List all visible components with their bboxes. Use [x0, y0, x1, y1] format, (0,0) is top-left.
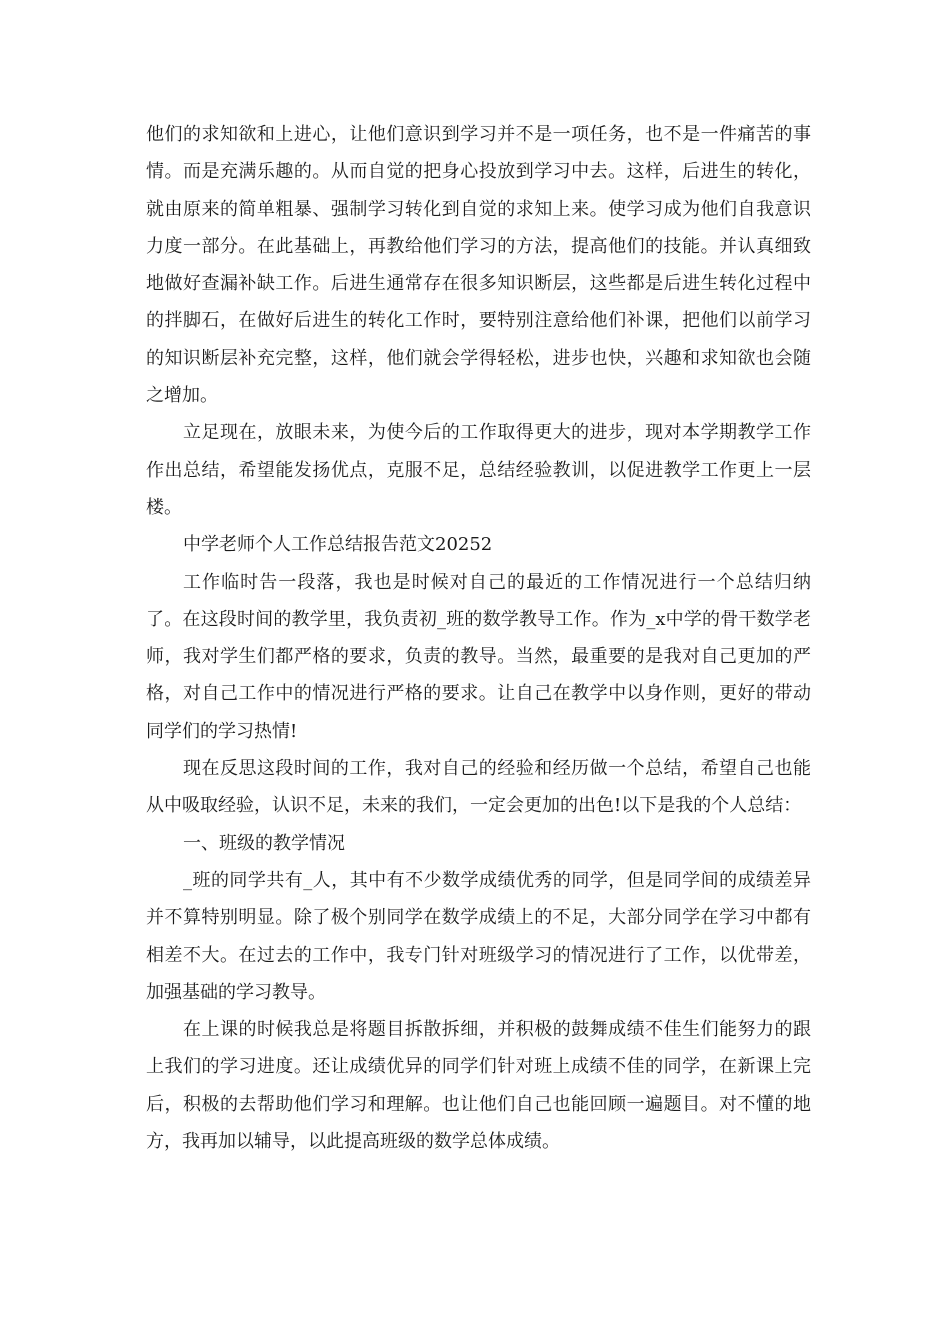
- paragraph-6: 在上课的时候我总是将题目拆散拆细，并积极的鼓舞成绩不佳生们能努力的跟上我们的学习进度。还让成绩优异的同学们针对班上成绩不佳的同学，在新课上完后，积极的去帮助他们学习和理解。也让他们自己也能回顾一遍题目。对不懂的地方，我再加以辅导，以此提高班级的数学总体成绩。: [146, 1019, 811, 1153]
- section-title: 中学老师个人工作总结报告范文20252: [183, 534, 493, 556]
- paragraph-1: 他们的求知欲和上进心，让他们意识到学习并不是一项任务，也不是一件痛苦的事情。而是充满乐趣的。从而自觉的把身心投放到学习中去。这样，后进生的转化，就由原来的简单粗暴、强制学习转化到自觉的求知上来。使学习成为他们自我意识力度一部分。在此基础上，再教给他们学习的方法，提高他们的技能。并认真细致地做好查漏补缺工作。后进生通常存在很多知识断层，这些都是后进生转化过程中的拌脚石，在做好后进生的转化工作时，要特别注意给他们补课，把他们以前学习的知识断层补充完整，这样，他们就会学得轻松，进步也快，兴趣和求知欲也会随之增加。: [146, 124, 811, 407]
- paragraph-4: 现在反思这段时间的工作，我对自己的经验和经历做一个总结，希望自己也能从中吸取经验，认识不足，未来的我们，一定会更加的出色!以下是我的个人总结：: [146, 758, 811, 817]
- document-body: [146, 116, 811, 1160]
- paragraph-5: _班的同学共有_人，其中有不少数学成绩优秀的同学，但是同学间的成绩差异并不算特别明显。除了极个别同学在数学成绩上的不足，大部分同学在学习中都有相差不大。在过去的工作中，我专门针对班级学习的情况进行了工作，以优带差，加强基础的学习教导。: [146, 869, 811, 1003]
- paragraph-3: 工作临时告一段落，我也是时候对自己的最近的工作情况进行一个总结归纳了。在这段时间的教学里，我负责初_班的数学教导工作。作为_x中学的骨干数学老师，我对学生们都严格的要求，负责的教导。当然，最重要的是我对自己更加的严格，对自己工作中的情况进行严格的要求。让自己在教学中以身作则，更好的带动同学们的学习热情!: [146, 571, 811, 742]
- paragraph-2: 立足现在，放眼未来，为使今后的工作取得更大的进步，现对本学期教学工作作出总结，希望能发扬优点，克服不足，总结经验教训，以促进教学工作更上一层楼。: [146, 422, 811, 518]
- subsection-heading: 一、班级的教学情况: [183, 832, 345, 854]
